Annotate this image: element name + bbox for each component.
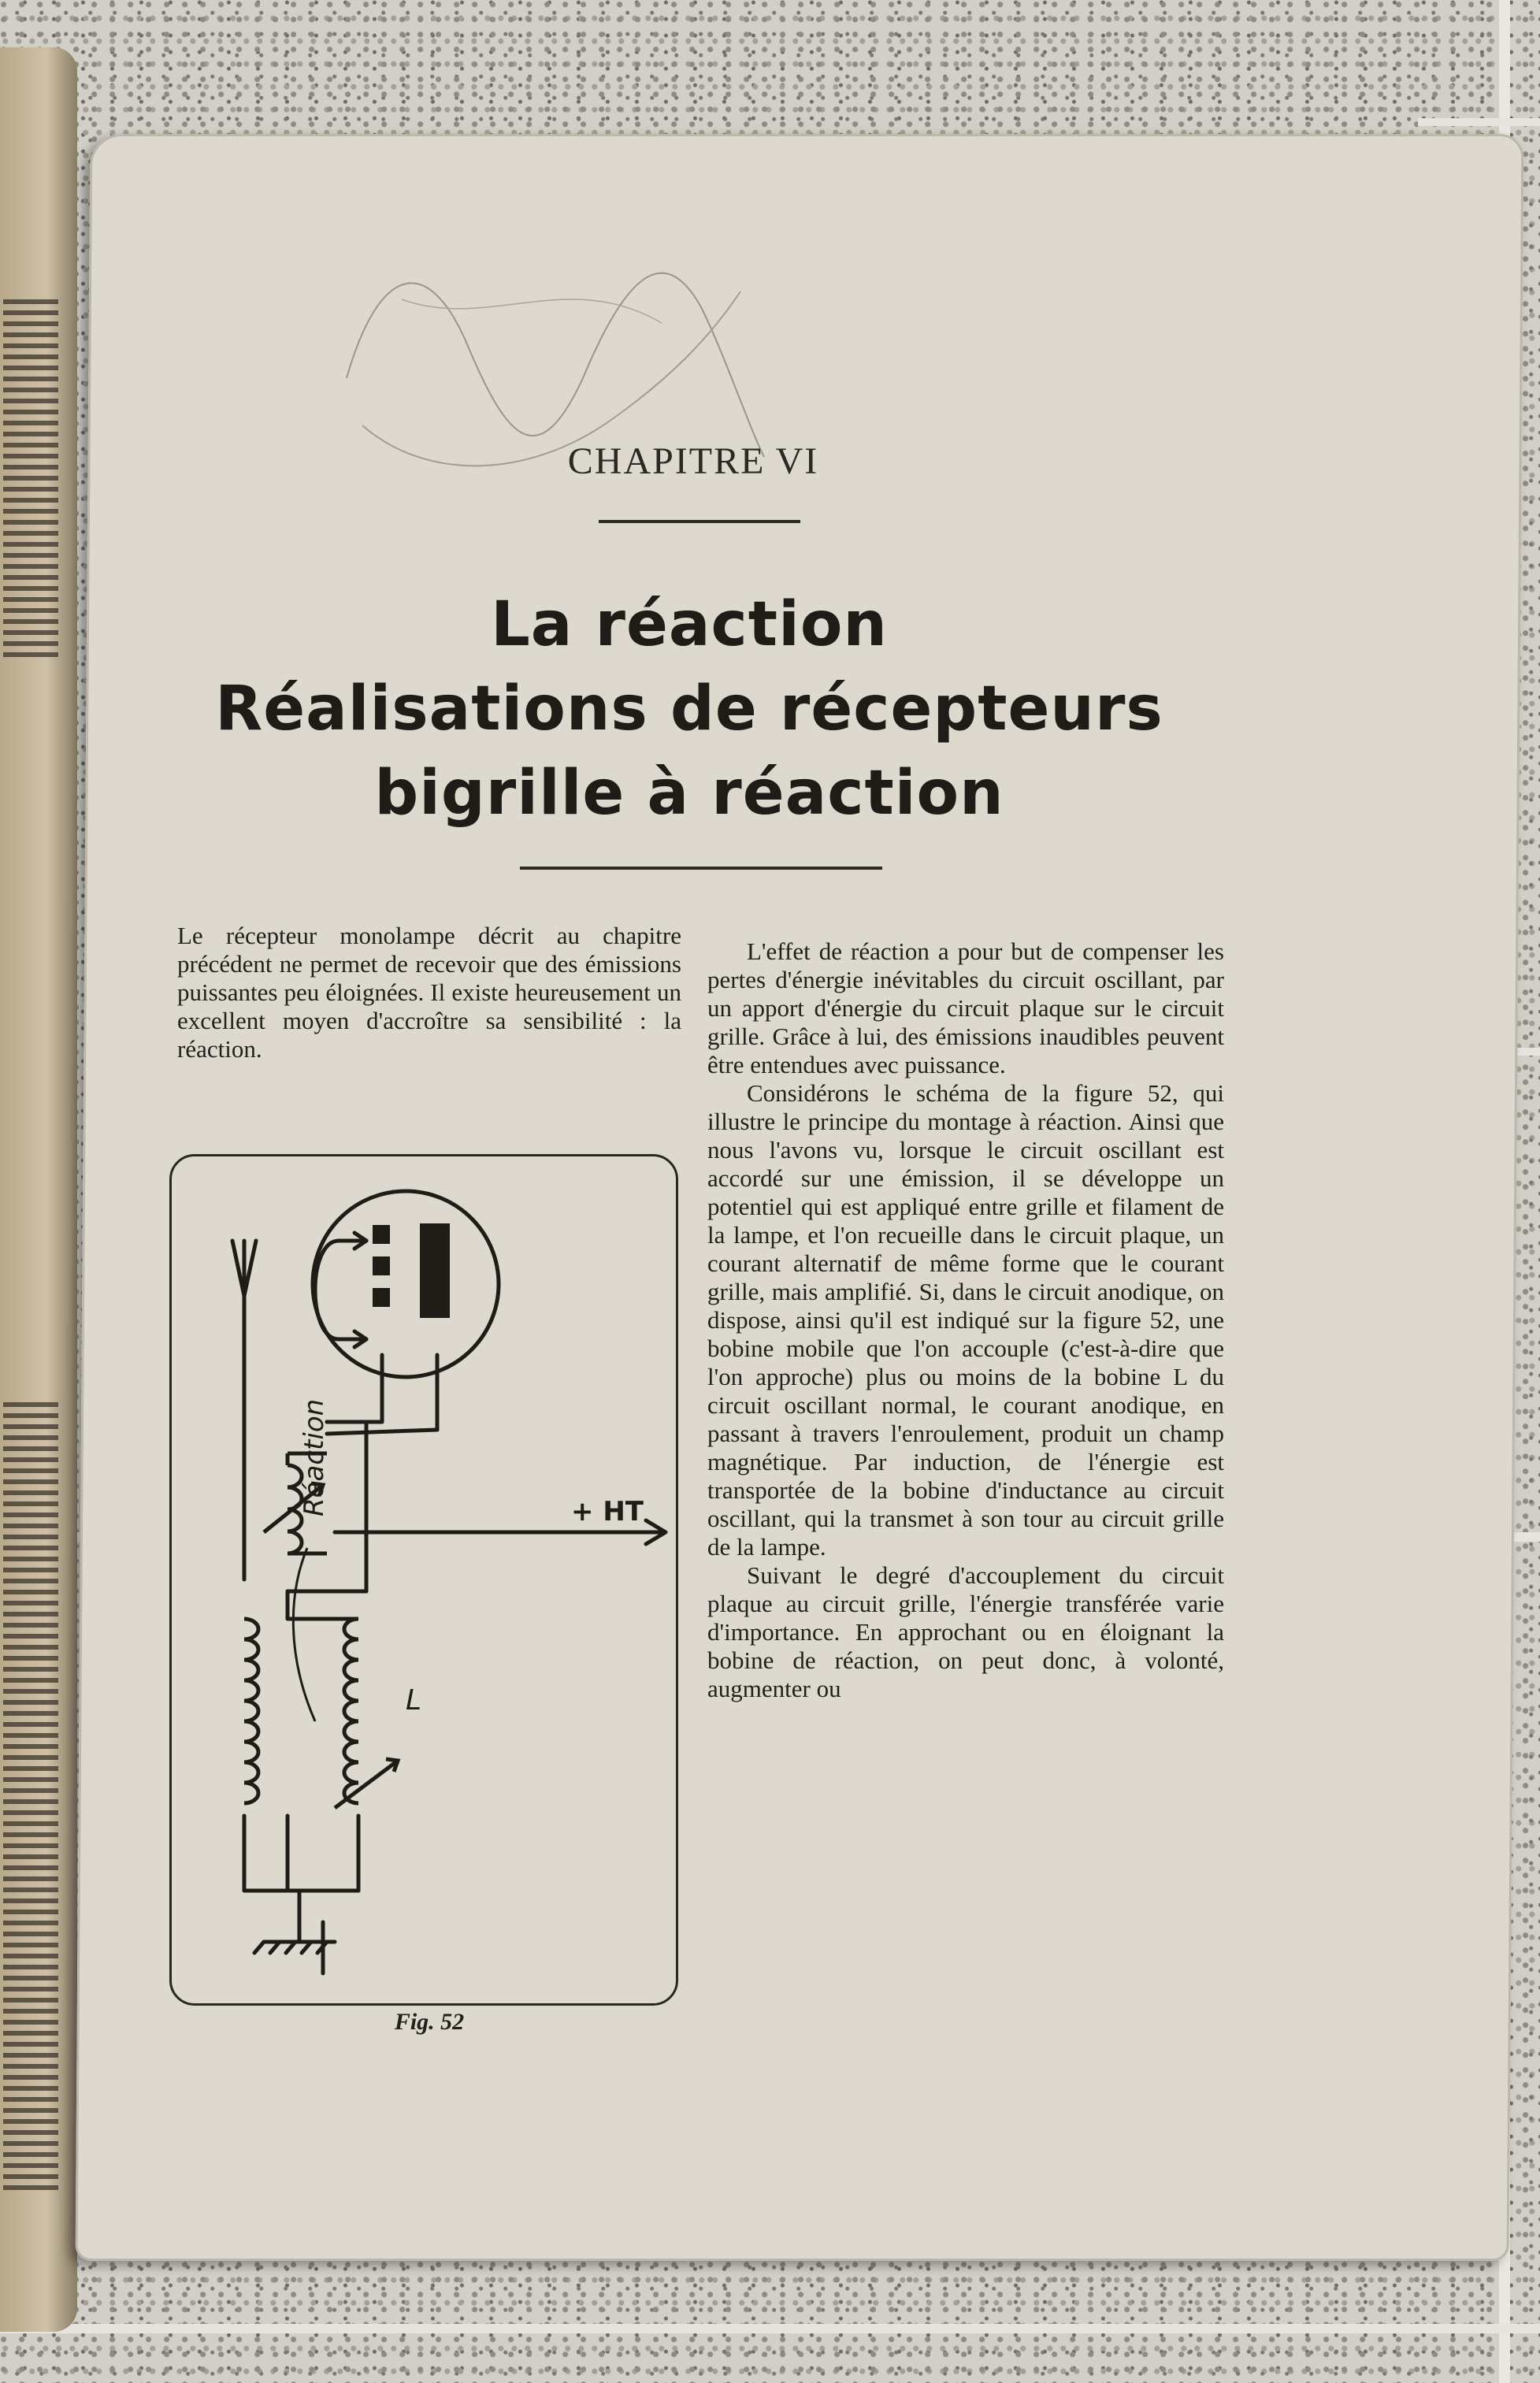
adjacent-page-text [3,1402,58,2190]
chapter-title-line-1: La réaction [491,589,888,660]
chapter-title-line-2: Réalisations de récepteurs [215,674,1163,744]
reaction-label: Réaction [299,1398,330,1516]
divider-rule [599,520,800,523]
ht-label: + HT [571,1496,644,1527]
body-paragraph: Considérons le schéma de la figure 52, qui illustre le principe du montage à réaction. Ainsi que nous l'avons vu, lorsque le circuit oscillant est accordé sur une émission, il se développe un potentiel qui est appliqué entre grille et filament de la lampe, et l'on recueille dans le circuit plaque, un courant alternatif de même forme que le courant grille, mais amplifié. Si, dans le circuit anodique, on dispose, ainsi qu'il est indiqué sur la figure 52, une bobine mobile que l'on accouple (c'est-à-dire que l'on approche) plus ou moins de la bobine L du circuit oscillant normal, le courant anodique, en passant à travers l'enroulement, produit un champ magnétique. Par induction, de l'énergie est transportée de la bobine d'inductance au circuit oscillant, qui la transmet à son tour au circuit grille de la lampe. [707,1079,1224,1561]
chapter-label: CHAPITRE VI [567,440,819,482]
right-column-text [707,937,1224,1703]
circuit-diagram [169,1154,678,2005]
tube-electrodes [373,1223,450,1318]
adjacent-page-text [3,299,58,662]
vacuum-tube-icon [313,1191,499,1377]
chapter-title-line-3: bigrille à réaction [374,758,1004,829]
tile-grout [0,2324,1540,2333]
antenna-icon [232,1241,256,1296]
body-paragraph: Le récepteur monolampe décrit au chapitre précédent ne permet de recevoir que des émissions puissantes peu éloignées. Il existe heureusement un excellent moyen d'accroître sa sensibilité : la réaction. [177,922,681,1063]
coil-l-label: L [406,1684,422,1717]
left-column-text [177,922,681,1063]
adjacent-page-edge [0,47,77,2332]
body-paragraph: L'effet de réaction a pour but de compenser les pertes d'énergie inévitables du circuit oscillant, par un apport d'énergie du circuit plaque sur le circuit grille. Grâce à lui, des émissions inaudibles peuvent être entendues avec puissance. [707,937,1224,1078]
body-paragraph: Suivant le degré d'accouplement du circuit plaque au circuit grille, l'énergie transférée varie d'importance. En approchant ou en éloignant la bobine de réaction, on peut donc, à volonté, augmenter ou [707,1561,1224,1702]
figure-caption: Fig. 52 [394,2009,465,2035]
divider-rule [520,867,882,870]
tile-grout [1418,118,1540,126]
